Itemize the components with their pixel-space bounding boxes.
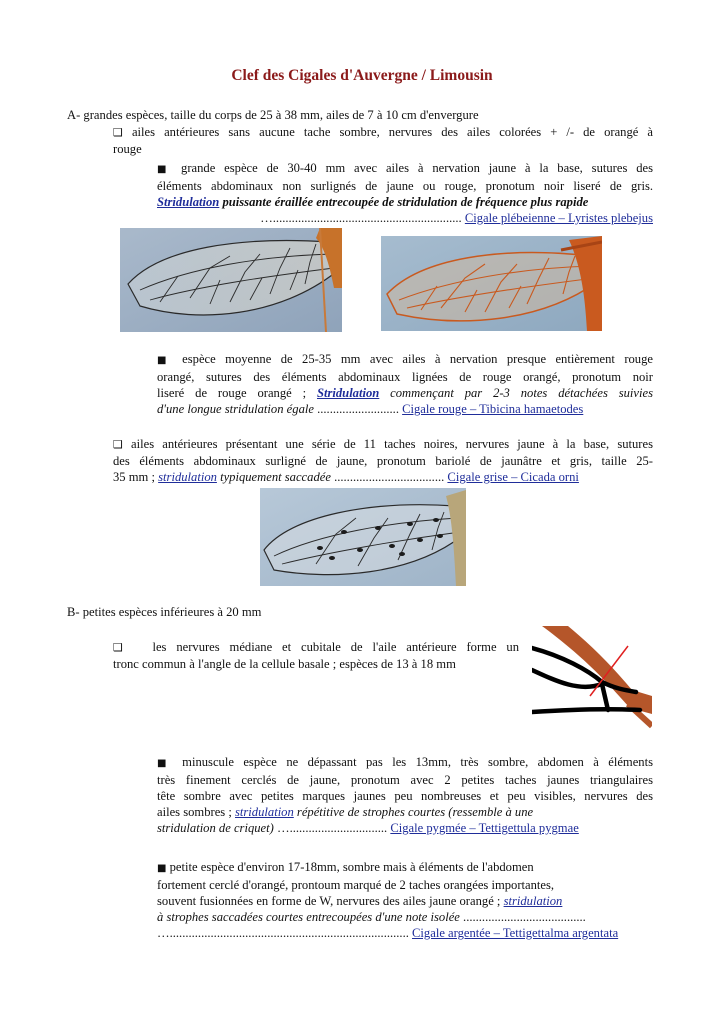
stridulation-link[interactable]: Stridulation xyxy=(157,195,220,209)
key-item-3: ❑ les nervures médiane et cubitale de l'aile antérieure forme un tronc commun à l'angle de la cellule basale ; espèces de 13 à 18 mm xyxy=(113,640,520,671)
species-link-pygmae[interactable]: Cigale pygmée – Tettigettula pygmae xyxy=(390,821,579,835)
stridulation-link[interactable]: stridulation xyxy=(503,894,563,908)
checkbox-icon: ❑ xyxy=(113,641,123,654)
page-title: Clef des Cigales d'Auvergne / Limousin xyxy=(231,67,493,84)
section-a-heading: A- grandes espèces, taille du corps de 25 à 38 mm, ailes de 7 à 10 cm d'envergure xyxy=(67,108,479,122)
wing-photo-plebejus xyxy=(120,228,342,332)
key-item-1: ❑ ailes antérieures sans aucune tache sombre, nervures des ailes colorées + /- de orangé à rouge xyxy=(113,125,654,156)
stridulation-link[interactable]: Stridulation xyxy=(316,386,380,400)
stridulation-link[interactable]: stridulation xyxy=(235,805,294,819)
wing-photo-hamaetodes xyxy=(381,236,602,331)
key-item-2: ❑ ailes antérieures présentant une série de 11 taches noires, nervures jaune à la base, sutures des éléments abdominaux surligné de jaune, pronotum bariolé de jaunâtre et gris, taille 25- 35 mm ; stridulation typiquement saccadée ................................... Cigale grise – Cicada orni xyxy=(113,437,653,484)
species-entry-hamaetodes: ■ espèce moyenne de 25-35 mm avec ailes à nervation presque entièrement rouge orangé, sutures des éléments abdominaux lignées de rouge orangé, pronotum noir liseré de rouge orangé ; Stridulation commençant par 2-3 notes détachées suivies d'une longue stridulation égale .......................... Cigale rouge – Tibicina hamaetodes xyxy=(157,352,653,416)
square-bullet-icon: ■ xyxy=(157,758,173,769)
species-link-argentata[interactable]: Cigale argentée – Tettigettalma argentata xyxy=(412,926,619,940)
wing-photo-orni xyxy=(260,488,466,586)
venation-diagram xyxy=(532,626,652,734)
section-b-heading: B- petites espèces inférieures à 20 mm xyxy=(67,605,262,619)
square-bullet-icon: ■ xyxy=(157,164,173,175)
species-link-hamaetodes[interactable]: Cigale rouge – Tibicina hamaetodes xyxy=(402,402,584,416)
species-entry-plebejus: ■ grande espèce de 30-40 mm avec ailes à nervation jaune à la base, sutures des éléments abdominaux non surlignés de jaune ou rouge, pronotum noir liseré de gris. Stridulation puissante éraillée entrecoupée de stridulation de fréquence plus rapide …............................................................ Cigale plébeienne – Lyristes plebejus xyxy=(157,161,654,225)
species-link-orni[interactable]: Cigale grise – Cicada orni xyxy=(447,470,579,484)
square-bullet-icon: ■ xyxy=(157,863,167,874)
checkbox-icon: ❑ xyxy=(113,126,123,139)
species-link-plebejus[interactable]: Cigale plébeienne – Lyristes plebejus xyxy=(464,211,653,225)
checkbox-icon: ❑ xyxy=(113,438,123,451)
square-bullet-icon: ■ xyxy=(157,355,173,366)
stridulation-link[interactable]: stridulation xyxy=(158,470,217,484)
species-entry-argentata: ■ petite espèce d'environ 17-18mm, sombre mais à éléments de l'abdomen fortement cerclé d'orangé, prontoum marqué de 2 taches orangées importantes, souvent fusionnées en forme de W, nervures des ailes jaune orangé ; stridulation à strophes saccadées courtes entrecoupées d'une note isolée ....................................... …............................................................................ Cigale argentée – Tettigettalma argentata xyxy=(157,860,619,940)
species-entry-pygmae: ■ minuscule espèce ne dépassant pas les 13mm, très sombre, abdomen à éléments très finement cerclés de jaune, pronotum avec 2 petites taches jaunes triangulaires tête sombre avec petites marques jaunes peu nombreuses et peu visibles, nervures des ailes sombres ; stridulation répétitive de strophes courtes (ressemble à une stridulation de criquet) …............................... Cigale pygmée – Tettigettula pygmae xyxy=(157,755,653,835)
